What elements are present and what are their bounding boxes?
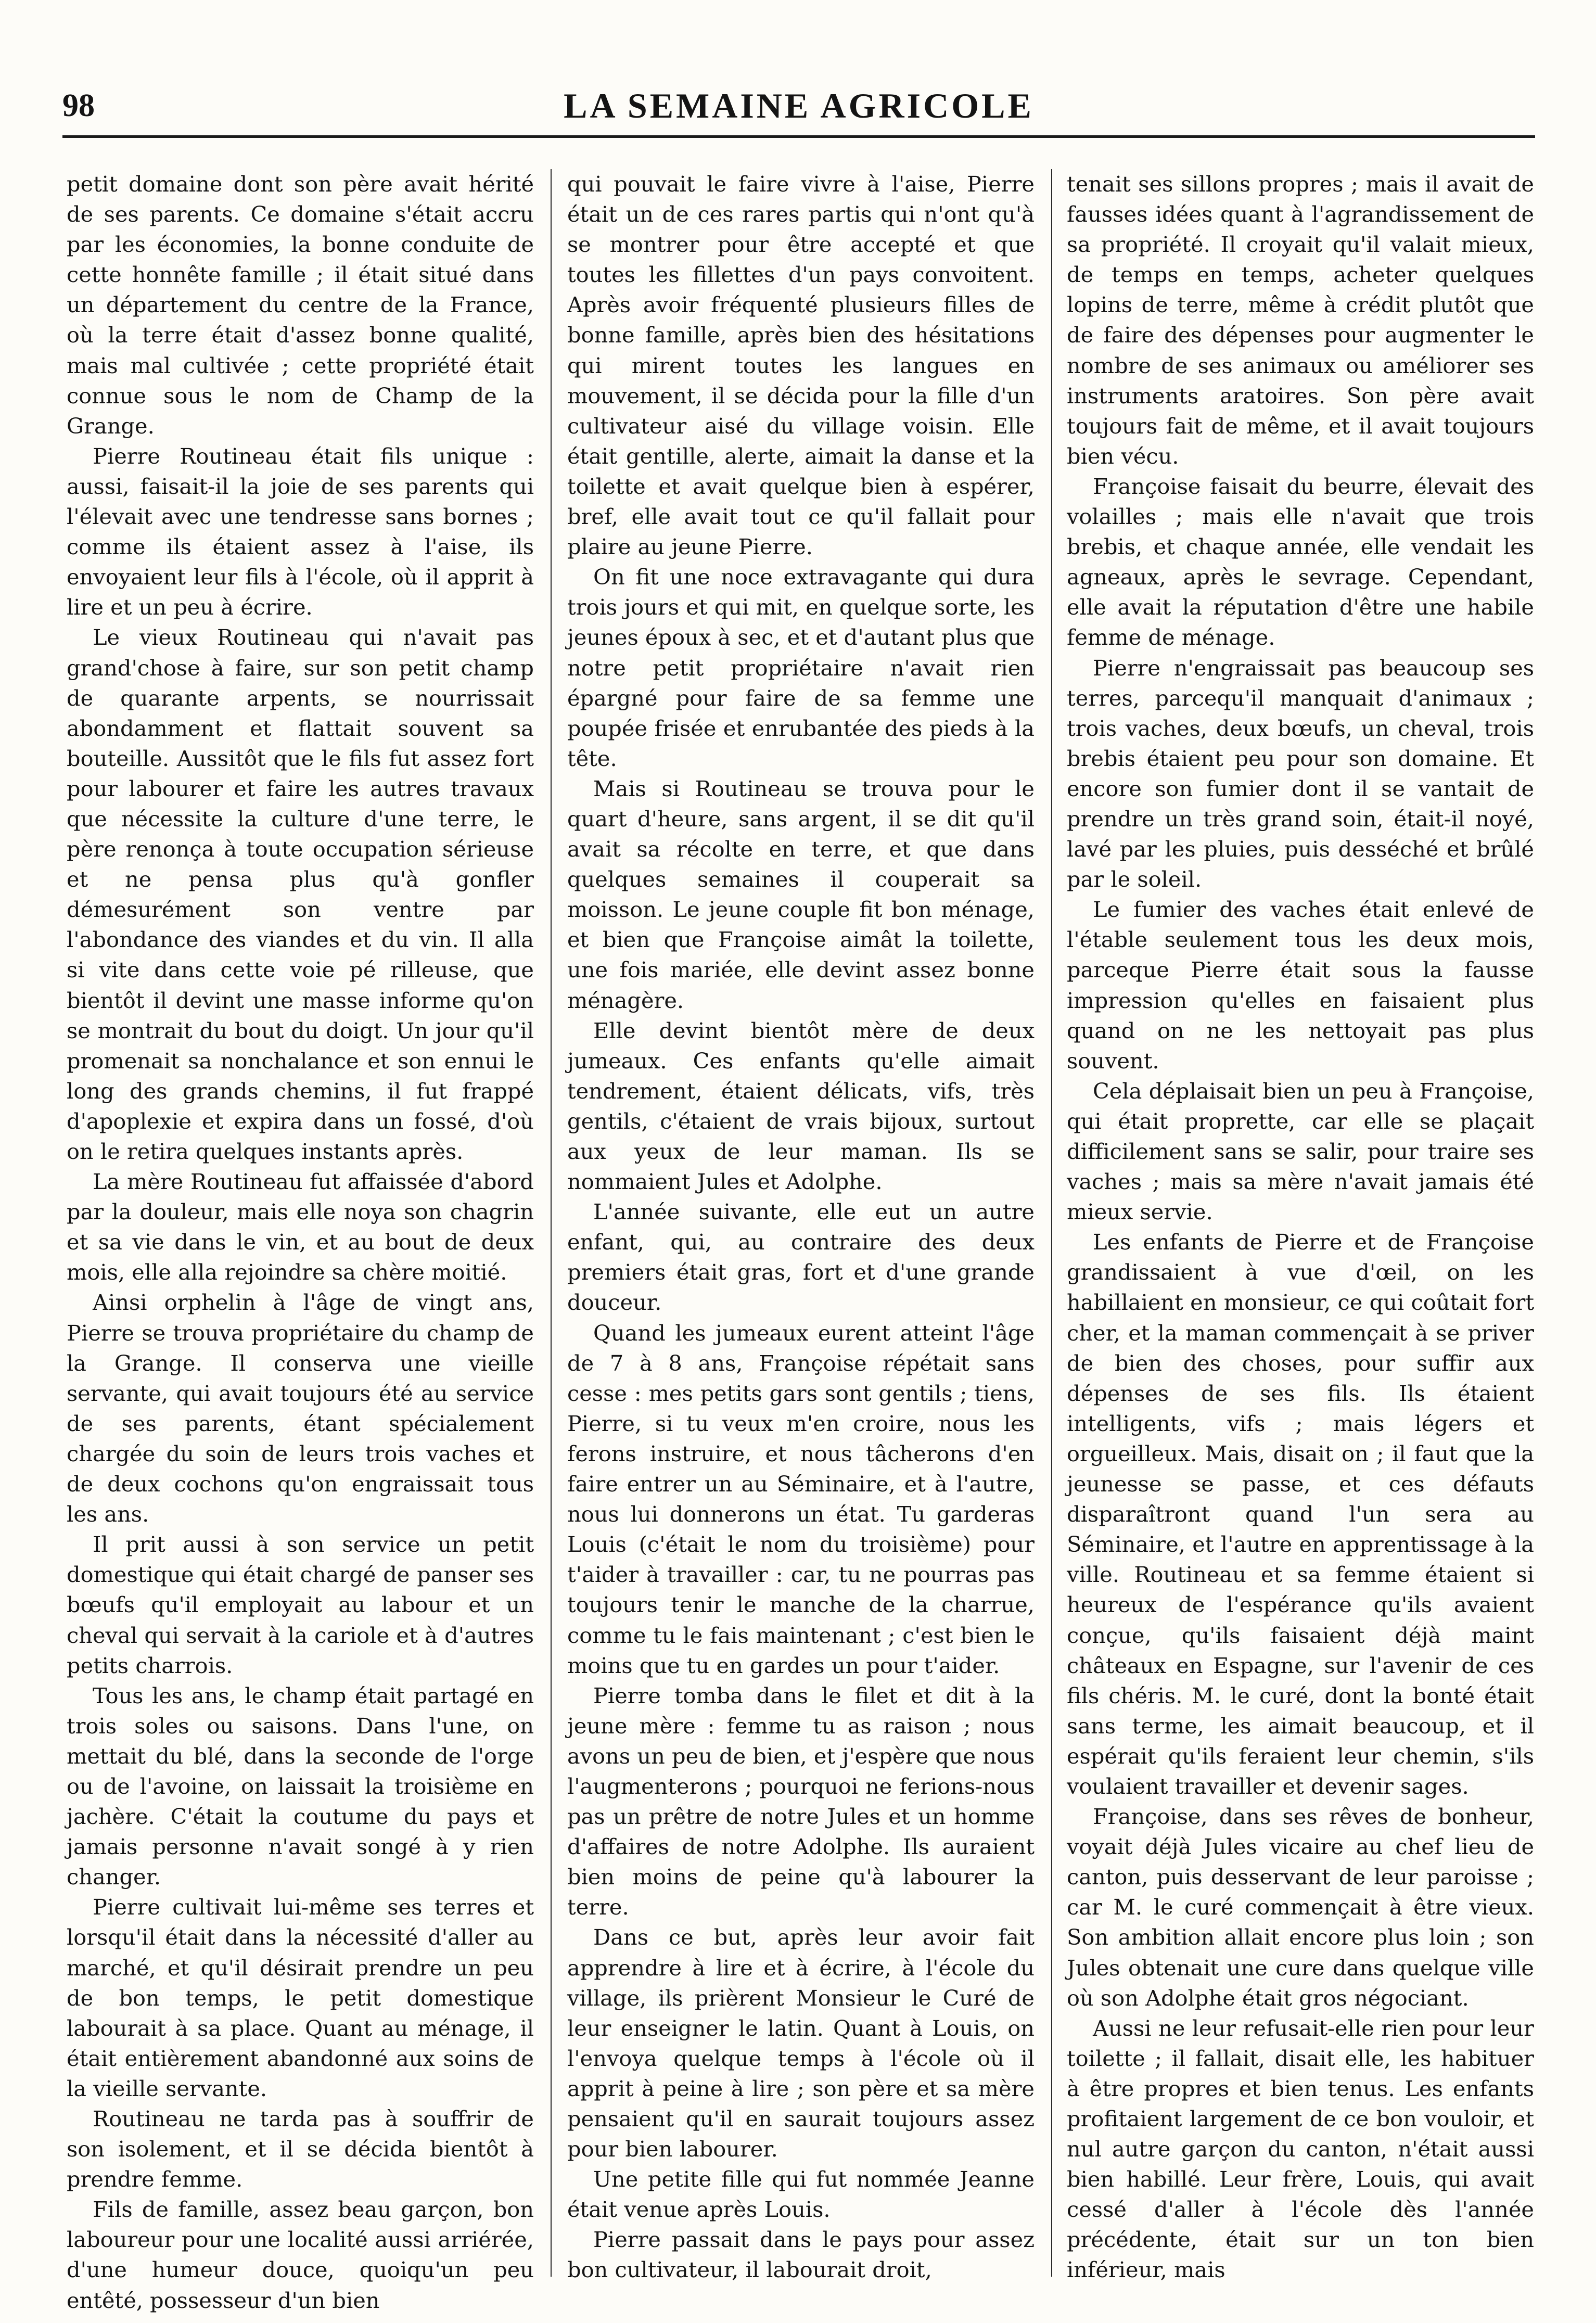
paragraph: Le vieux Routineau qui n'avait pas grand'chose à faire, sur son petit champ de quarante arpents, se nourrissait abondamment et flattait souvent sa bouteille. Aussitôt que le fils fut assez fort pour labourer et faire les autres travaux que nécessite la culture d'une terre, le père renonça à toute occupation sérieuse et ne pensa plus qu'à gonfler démesurément son ventre par l'abondance des viandes et du vin. Il alla si vite dans cette voie pé rilleuse, que bientôt il devint une masse informe qu'on se montrait du bout du doigt. Un jour qu'il promenait sa nonchalance et son ennui le long des grands chemins, il fut frappé d'apoplexie et expira dans un fossé, d'où on le retira quelques instants après. — [67, 624, 534, 1164]
text-column-2 — [567, 169, 1035, 2282]
paragraph: Dans ce but, après leur avoir fait apprendre à lire et à écrire, à l'école du village, ils prièrent Monsieur le Curé de leur enseigner le latin. Quant à Louis, on l'envoya quelque temps à l'école où il apprit à peine à lire ; son père et sa mère pensaient qu'il en saurait toujours assez pour bien labourer. — [567, 1924, 1035, 2162]
paragraph: Il prit aussi à son service un petit domestique qui était chargé de panser ses bœufs qu'il employait au labour et un cheval qui servait à la cariole et à d'autres petits charrois. — [67, 1531, 534, 1678]
paragraph: Pierre Routineau était fils unique : aussi, faisait-il la joie de ses parents qui l'élevait avec une tendresse sans bornes ; comme ils étaient assez à l'aise, ils envoyaient leur fils à l'école, où il apprit à lire et un peu à écrire. — [67, 443, 534, 620]
text-column-3 — [1067, 169, 1534, 2282]
paragraph: Cela déplaisait bien un peu à Françoise, qui était proprette, car elle se plaçait difficilement sans se salir, pour traire ses vaches ; mais sa mère n'avait jamais été mieux servie. — [1067, 1078, 1534, 1225]
paragraph: qui pouvait le faire vivre à l'aise, Pierre était un de ces rares partis qui n'ont qu'à se montrer pour être accepté et que toutes les fillettes d'un pays convoitent. Après avoir fréquenté plusieurs filles de bonne famille, après bien des hésitations qui mirent toutes les langues en mouvement, il se décida pour la fille d'un cultivateur aisé du village voisin. Elle était gentille, alerte, aimait la danse et la toilette et avait quelque bien à espérer, bref, elle avait tout ce qu'il fallait pour plaire au jeune Pierre. — [567, 171, 1035, 560]
paragraph: Le fumier des vaches était enlevé de l'étable seulement tous les deux mois, parceque Pierre était sous la fausse impression qu'elles en faisaient plus quand on ne les nettoyait pas plus souvent. — [1067, 897, 1534, 1074]
paragraph: Tous les ans, le champ était partagé en trois soles ou saisons. Dans l'une, on mettait du blé, dans la seconde de l'orge ou de l'avoine, on laissait la troisième en jachère. C'était la coutume du pays et jamais personne n'avait songé à y rien changer. — [67, 1682, 534, 1890]
paragraph: Une petite fille qui fut nommée Jeanne était venue après Louis. — [567, 2166, 1035, 2223]
paragraph: Françoise, dans ses rêves de bonheur, voyait déjà Jules vicaire au chef lieu de canton, puis desservant de leur paroisse ; car M. le curé commençait à être vieux. Son ambition allait encore plus loin ; son Jules obtenait une cure dans quelque ville où son Adolphe était gros négociant. — [1067, 1804, 1534, 2011]
page-header — [62, 78, 1535, 138]
article-columns — [67, 169, 1534, 2313]
paragraph: Pierre cultivait lui-même ses terres et lorsqu'il était dans la nécessité d'aller au marché, et qu'il désirait prendre un peu de bon temps, le petit domestique labourait à sa place. Quant au ménage, il était entièrement abandonné aux soins de la vieille servante. — [67, 1894, 534, 2101]
paragraph: tenait ses sillons propres ; mais il avait de fausses idées quant à l'agrandissement de sa propriété. Il croyait qu'il valait mieux, de temps en temps, acheter quelques lopins de terre, même à crédit plutôt que de faire des dépenses pour augmenter le nombre de ses animaux ou améliorer ses instruments aratoires. Son père avait toujours fait de même, et il avait toujours bien vécu. — [1067, 171, 1534, 469]
paragraph: Quand les jumeaux eurent atteint l'âge de 7 à 8 ans, Françoise répétait sans cesse : mes petits gars sont gentils ; tiens, Pierre, si tu veux m'en croire, nous les ferons instruire, et nous tâcherons d'en faire entrer un au Séminaire, et à l'autre, nous lui donnerons un état. Tu garderas Louis (c'était le nom du troisième) pour t'aider à travailler : car, tu ne pourras pas toujours tenir le manche de la charrue, comme tu le fais maintenant ; c'est bien le moins que tu en gardes un pour t'aider. — [567, 1320, 1035, 1678]
paragraph: La mère Routineau fut affaissée d'abord par la douleur, mais elle noya son chagrin et sa vie dans le vin, et au bout de deux mois, elle alla rejoindre sa chère moitié. — [67, 1169, 534, 1285]
paragraph: L'année suivante, elle eut un autre enfant, qui, au contraire des deux premiers était gras, fort et d'une grande douceur. — [567, 1199, 1035, 1316]
paragraph: Fils de famille, assez beau garçon, bon laboureur pour une localité aussi arriérée, d'une humeur douce, quoiqu'un peu entêté, possesseur d'un bien — [67, 2197, 534, 2313]
paragraph: Routineau ne tarda pas à souffrir de son isolement, et il se décida bientôt à prendre femme. — [67, 2106, 534, 2192]
paragraph: petit domaine dont son père avait hérité de ses parents. Ce domaine s'était accru par les économies, la bonne conduite de cette honnête famille ; il était situé dans un département du centre de la France, où la terre était d'assez bonne qualité, mais mal cultivée ; cette propriété était connue sous le nom de Champ de la Grange. — [67, 171, 534, 439]
paragraph: Les enfants de Pierre et de Françoise grandissaient à vue d'œil, on les habillaient en monsieur, ce qui coûtait fort cher, et la maman commençait à se priver de bien des choses, pour suffir aux dépenses de ses fils. Ils étaient intelligents, vifs ; mais légers et orgueilleux. Mais, disait on ; il faut que la jeunesse se passe, et ces défauts disparaîtront quand l'un sera au Séminaire, et l'autre en apprentissage à la ville. Routineau et sa femme étaient si heureux de l'espérance qu'ils avaient conçue, qu'ils faisaient déjà maint châteaux en Espagne, sur l'avenir de ces fils chéris. M. le curé, dont la bonté était sans terme, les aimait beaucoup, et il espérait qu'ils feraient leur chemin, s'ils voulaient travailler et devenir sages. — [1067, 1229, 1534, 1799]
paragraph: Pierre passait dans le pays pour assez bon cultivateur, il labourait droit, — [567, 2227, 1035, 2283]
journal-title: LA SEMAINE AGRICOLE — [564, 86, 1034, 125]
paragraph: Mais si Routineau se trouva pour le quart d'heure, sans argent, il se dit qu'il avait sa récolte en terre, et que dans quelques semaines il couperait sa moisson. Le jeune couple fit bon ménage, et bien que Françoise aimât la toilette, une fois mariée, elle devint assez bonne ménagère. — [567, 775, 1035, 1013]
paragraph: Elle devint bientôt mère de deux jumeaux. Ces enfants qu'elle aimait tendrement, étaient délicats, vifs, très gentils, c'étaient de vrais bijoux, surtout aux yeux de leur maman. Ils se nommaient Jules et Adolphe. — [567, 1017, 1035, 1195]
paragraph: Ainsi orphelin à l'âge de vingt ans, Pierre se trouva propriétaire du champ de la Grange. Il conserva une vieille servante, qui avait toujours été au service de ses parents, étant spécialement chargée du soin de leurs trois vaches et de deux cochons qu'on engraissait tous les ans. — [67, 1290, 534, 1527]
paragraph: Pierre tomba dans le filet et dit à la jeune mère : femme tu as raison ; nous avons un peu de bien, et j'espère que nous l'augmenterons ; pourquoi ne ferions-nous pas un prêtre de notre Jules et un homme d'affaires de notre Adolphe. Ils auraient bien moins de peine qu'à labourer la terre. — [567, 1682, 1035, 1920]
paragraph: Aussi ne leur refusait-elle rien pour leur toilette ; il fallait, disait elle, les habituer à être propres et bien tenus. Les enfants profitaient largement de ce bon vouloir, et nul autre garçon du canton, n'était aussi bien habillé. Leur frère, Louis, qui avait cessé d'aller à l'école dès l'année précédente, était sur un ton bien inférieur, mais — [1067, 2015, 1534, 2283]
paragraph: Pierre n'engraissait pas beaucoup ses terres, parcequ'il manquait d'animaux ; trois vaches, deux bœufs, un cheval, trois brebis étaient peu pour son domaine. Et encore son fumier dont il se vantait de prendre un très grand soin, était-il noyé, lavé par les pluies, puis desséché et brûlé par le soleil. — [1067, 655, 1534, 892]
paragraph: Françoise faisait du beurre, élevait des volailles ; mais elle n'avait que trois brebis, et chaque année, elle vendait les agneaux, après le sevrage. Cependant, elle avait la réputation d'être une habile femme de ménage. — [1067, 473, 1534, 650]
text-column-1 — [67, 169, 534, 2313]
page-number: 98 — [62, 88, 95, 123]
paragraph: On fit une noce extravagante qui dura trois jours et qui mit, en quelque sorte, les jeunes époux à sec, et et d'autant plus que notre petit propriétaire n'avait rien épargné pour faire de sa femme une poupée frisée et enrubantée des pieds à la tête. — [567, 564, 1035, 771]
